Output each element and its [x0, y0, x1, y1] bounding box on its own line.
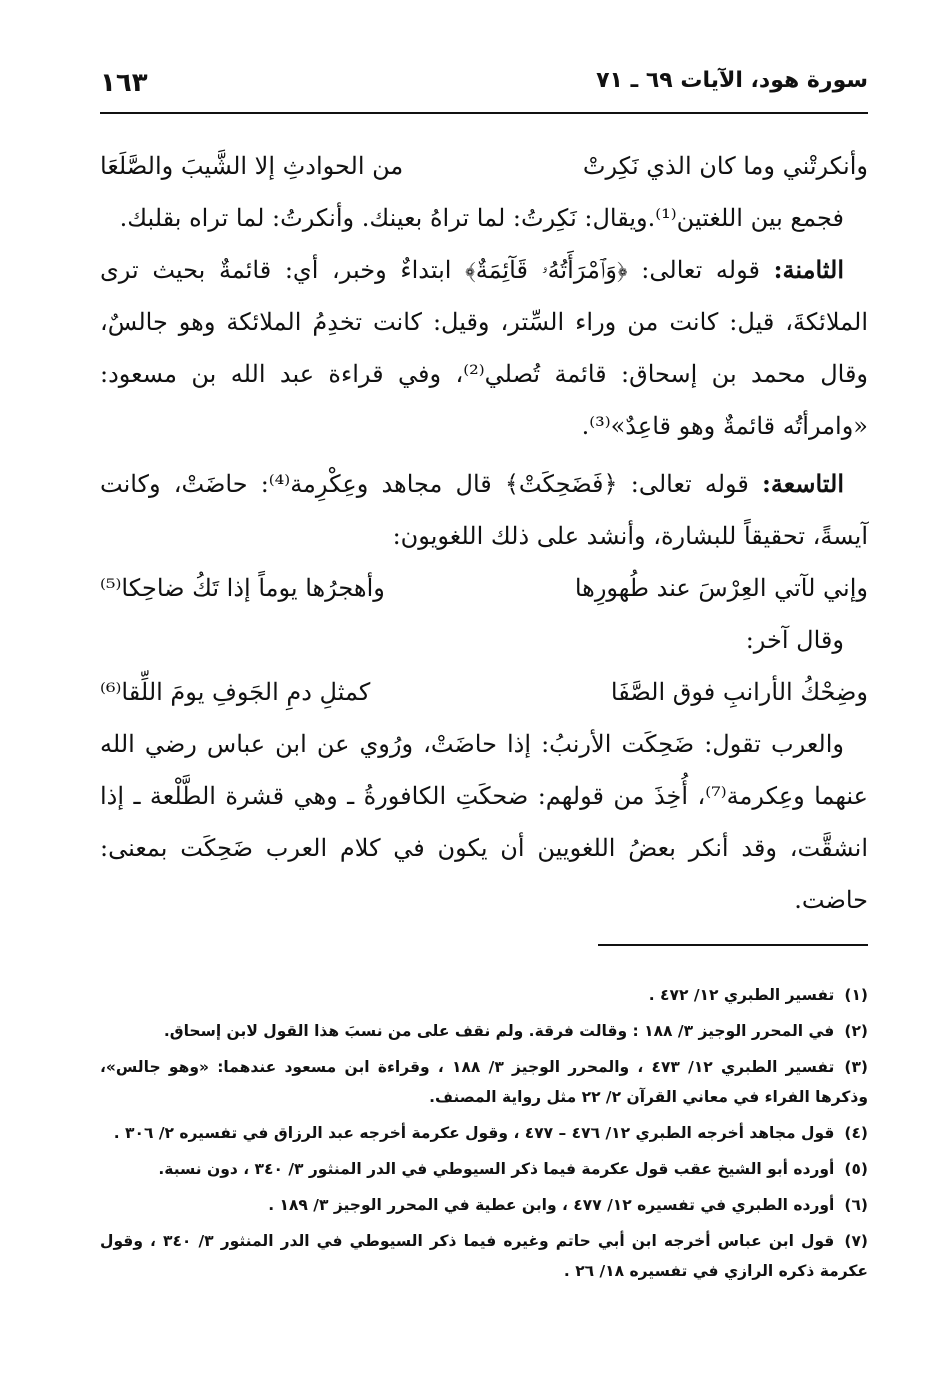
- poem-verse: [100, 140, 868, 192]
- footnote-text: أورده أبو الشيخ عقب قول عكرمة فيما ذكر السيوطي في الدر المنثور ٣/ ٣٤٠ ، دون نسبة.: [158, 1160, 835, 1178]
- paragraph: فجمع بين اللغتين⁽¹⁾.ويقال: نَكِرتُ: لما تراهُ بعينك. وأنكرتُ: لما تراه بقلبك.: [119, 204, 844, 232]
- paragraph: وقال آخر:: [745, 626, 844, 654]
- paragraph-text: قوله تعالى: ﴿فَضَحِكَتْ﴾ قال مجاهد وعِكْرِمة⁽⁴⁾: حاضَتْ، وكانت آيسةً، تحقيقاً للبشارة، وأنشد على ذلك اللغويون:: [100, 470, 868, 550]
- footnote-number: (٢): [844, 1022, 868, 1040]
- footnote-number: (٣): [844, 1058, 868, 1076]
- footnote: [100, 1052, 868, 1112]
- footnote: [100, 1190, 868, 1220]
- poem-verse: [100, 562, 868, 614]
- footnote-rule: [598, 944, 868, 946]
- footnote-text: تفسير الطبري ١٢/ ٤٧٢ .: [648, 986, 835, 1004]
- verse-first-hemistich: وضِحْكُ الأرانبِ فوق الصَّفَا: [610, 678, 868, 706]
- page-header-title: سورة هود، الآيات ٦٩ ـ ٧١: [596, 68, 868, 93]
- section-heading: التاسعة:: [762, 469, 844, 498]
- footnote-number: (٦): [844, 1196, 868, 1214]
- footnote: [100, 1118, 868, 1148]
- footnote-text: في المحرر الوجيز ٣/ ١٨٨ : وقالت فرقة. ولم نقف على من نسبَ هذا القول لابن إسحاق.: [163, 1022, 835, 1040]
- footnote: [100, 980, 868, 1010]
- footnote-number: (١): [844, 986, 868, 1004]
- section-heading: الثامنة:: [773, 255, 844, 284]
- paragraph: [100, 458, 868, 562]
- verse-second-hemistich: من الحوادثِ إلا الشَّيبَ والصَّلَعَا: [100, 152, 404, 180]
- main-text: [100, 140, 868, 926]
- poem-verse: [100, 666, 868, 718]
- header-rule: [100, 112, 868, 114]
- footnote-text: قول مجاهد أخرجه الطبري ١٢/ ٤٧٦ – ٤٧٧ ، وقول عكرمة أخرجه عبد الرزاق في تفسيره ٢/ ٣٠٦ .: [113, 1124, 835, 1142]
- footnote: [100, 1154, 868, 1184]
- footnote-text: قول ابن عباس أخرجه ابن أبي حاتم وغيره فيما ذكر السيوطي في الدر المنثور ٣/ ٣٤٠ ، وقول عكرمة ذكره الرازي في تفسيره ١٨/ ٢٦ .: [100, 1232, 868, 1280]
- running-header: [100, 68, 868, 104]
- footnote-text: تفسير الطبري ١٢/ ٤٧٣ ، والمحرر الوجيز ٣/ ١٨٨ ، وقراءة ابن مسعود عندهما: «وهو جالس»، وذكرها الفراء في معاني القرآن ٢/ ٢٢ مثل رواية المصنف.: [100, 1058, 868, 1106]
- footnote: [100, 1016, 868, 1046]
- footnote-number: (٥): [844, 1160, 868, 1178]
- page-number: ١٦٣: [100, 68, 148, 98]
- verse-second-hemistich: كمثلِ دمِ الجَوفِ يومَ اللِّقا⁽⁶⁾: [100, 678, 371, 706]
- footnotes: [100, 980, 868, 1292]
- footnote-text: أورده الطبري في تفسيره ١٢/ ٤٧٧ ، وابن عطية في المحرر الوجيز ٣/ ١٨٩ .: [268, 1196, 835, 1214]
- footnote-number: (٤): [844, 1124, 868, 1142]
- footnote-number: (٧): [844, 1232, 868, 1250]
- paragraph: [100, 244, 868, 452]
- paragraph-text: قوله تعالى: ﴿وَٱمْرَأَتُهُۥ قَآئِمَةٌ﴾ ابتداءٌ وخبر، أي: قائمةٌ بحيث ترى الملائكةَ، قيل: كانت من وراء السِّتر، وقيل: كانت تخدِمُ الملائكة وهو جالسٌ، وقال محمد بن إسحاق: قائمة تُصلي⁽²⁾، وفي قراءة عبد الله بن مسعود: «وامرأتُه قائمةٌ وهو قاعِدٌ»⁽³⁾.: [100, 256, 869, 440]
- verse-first-hemistich: وأنكرتْني وما كان الذي نَكِرتْ: [582, 152, 868, 180]
- verse-first-hemistich: وإني لآتي العِرْسَ عند طُهورِها: [574, 574, 868, 602]
- verse-second-hemistich: وأهجرُها يوماً إذا تَكُ ضاحِكا⁽⁵⁾: [100, 574, 385, 602]
- footnote: [100, 1226, 868, 1286]
- paragraph: والعرب تقول: ضَحِكَت الأرنبُ: إذا حاضَتْ، ورُوي عن ابن عباس رضي الله عنهما وعِكرمة⁽⁷⁾، أُخِذَ من قولهم: ضحكَتِ الكافورةُ ـ وهي قشرة الطَّلْعة ـ إذا انشقَّت، وقد أنكر بعضُ اللغويين أن يكون في كلام العرب ضَحِكَت بمعنى: حاضت.: [100, 730, 868, 914]
